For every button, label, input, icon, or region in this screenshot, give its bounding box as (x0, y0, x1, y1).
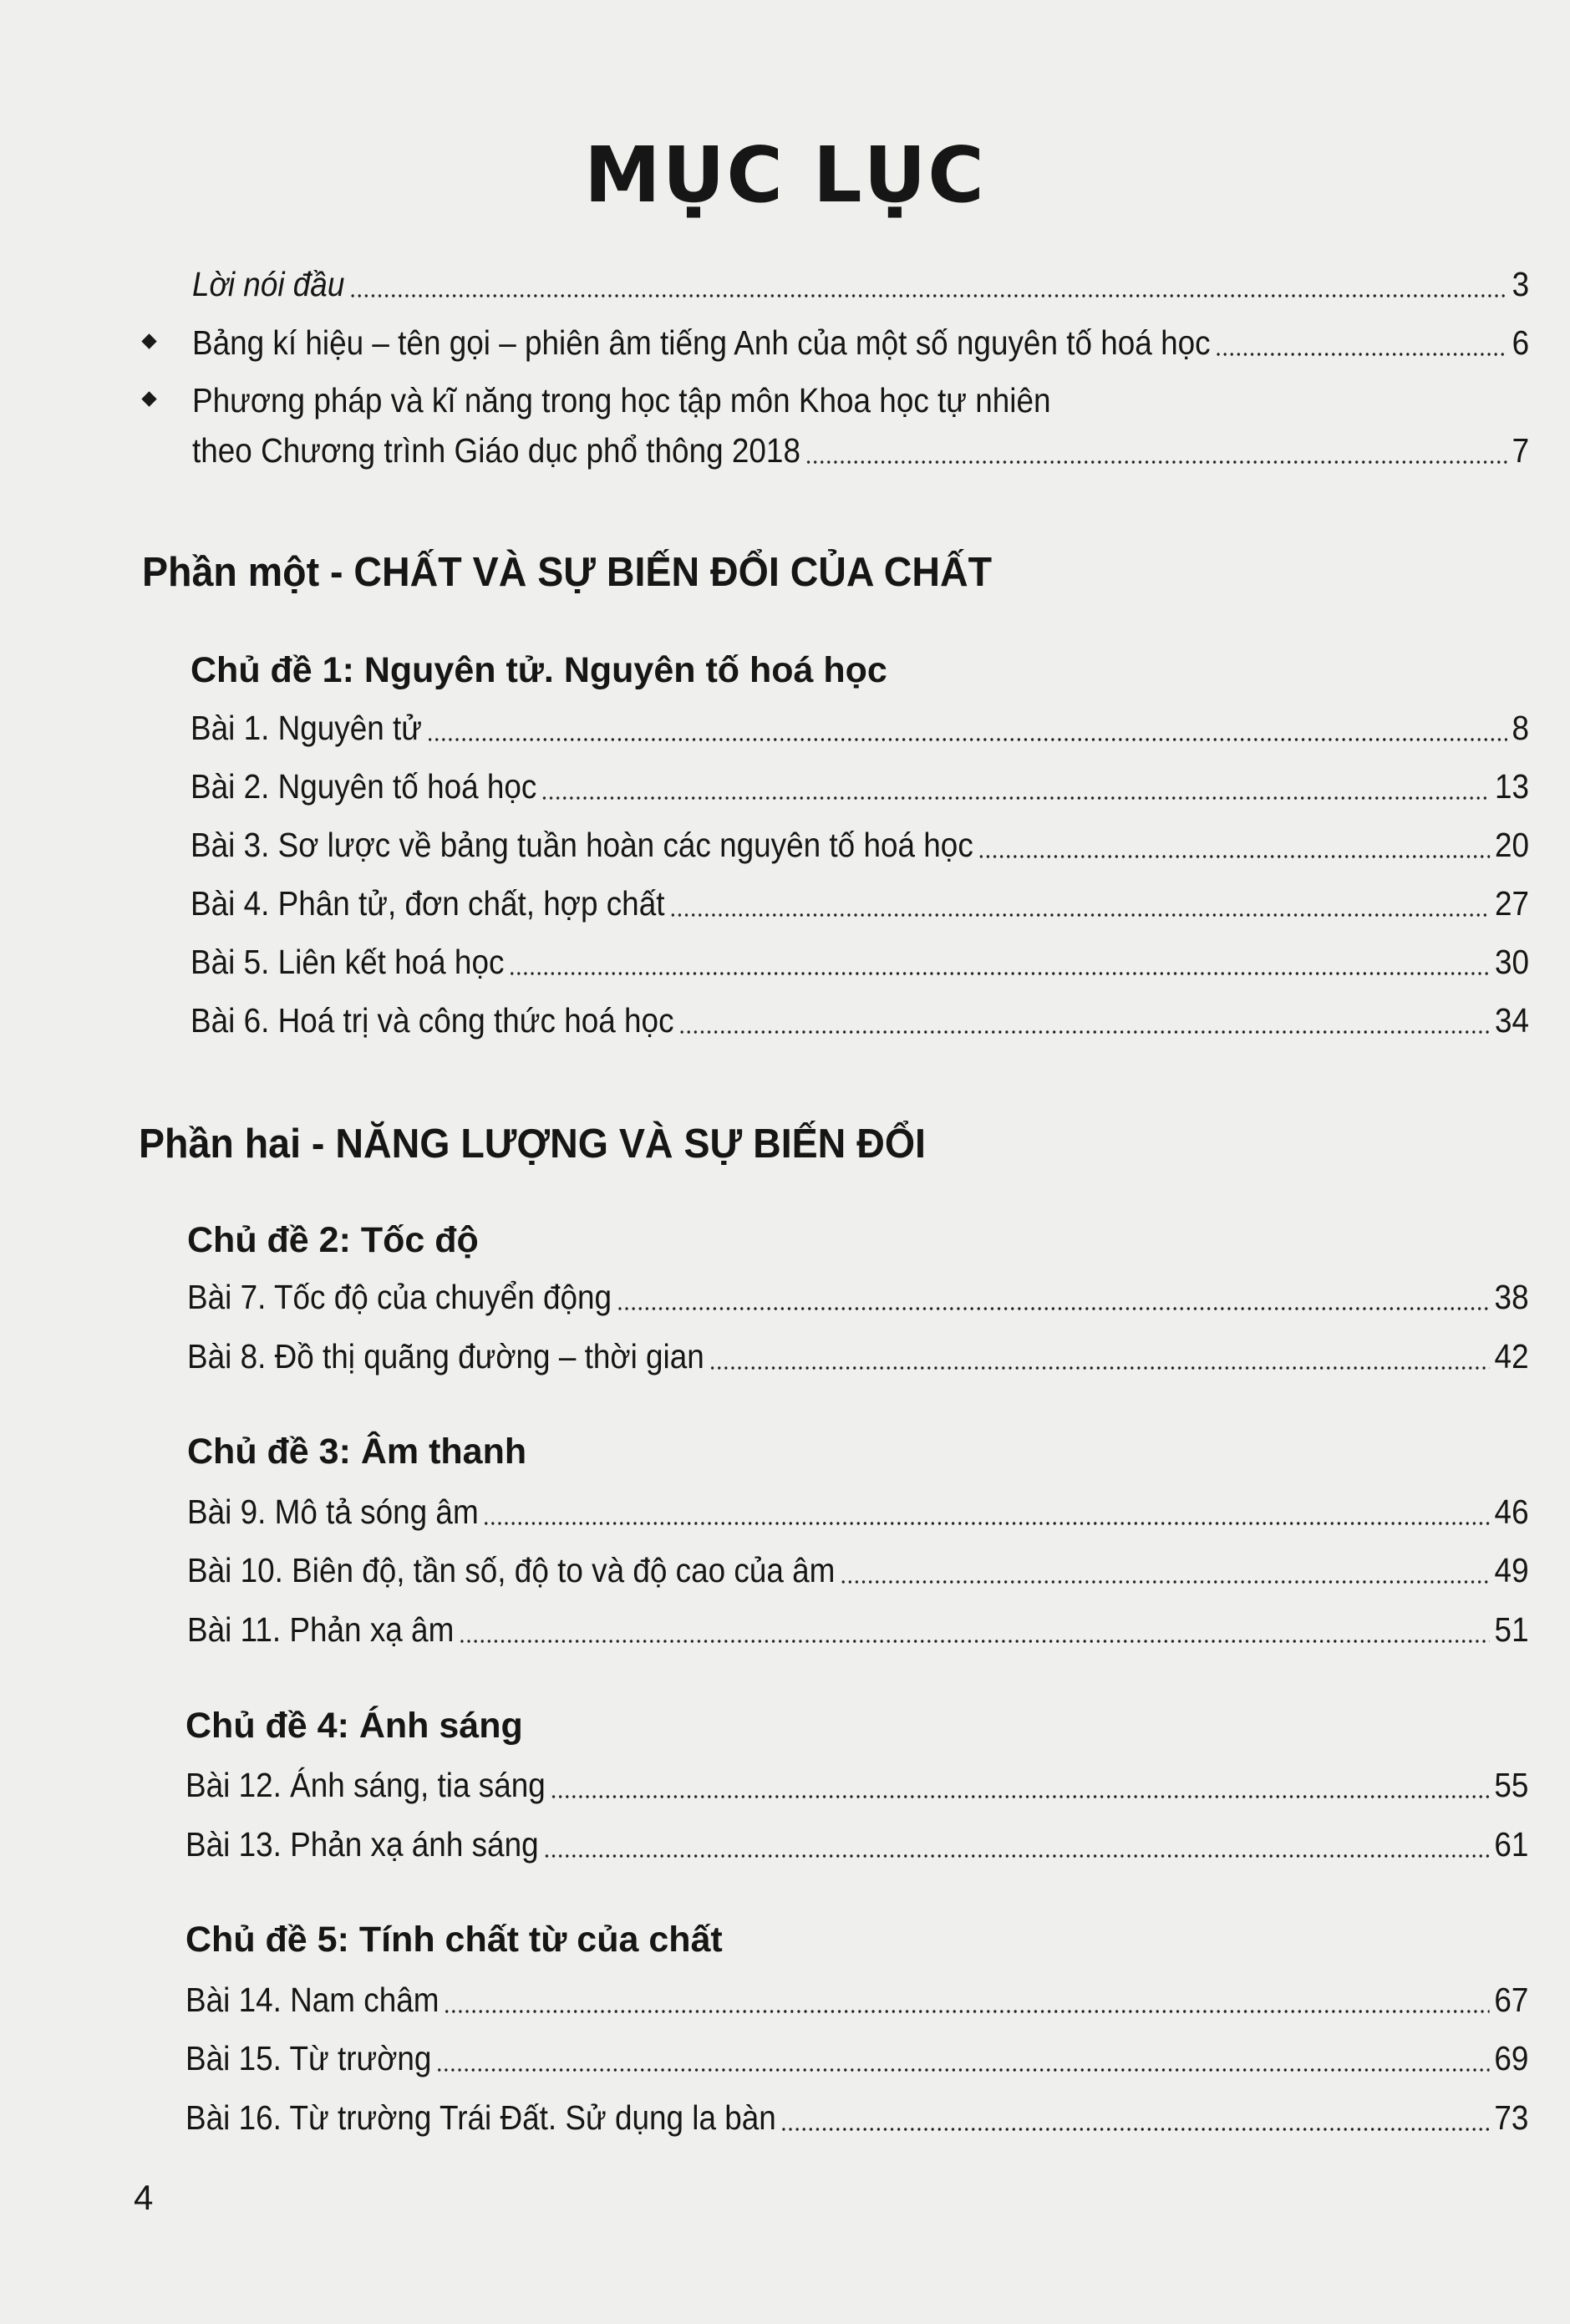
entry-label: Bài 8. Đồ thị quãng đường – thời gian (187, 1337, 704, 1376)
toc-entry-lesson (191, 703, 1529, 753)
topic-heading: Chủ đề 2: Tốc độ (187, 1220, 479, 1260)
entry-label: Bài 16. Từ trường Trái Đất. Sử dụng la bàn (185, 2098, 776, 2137)
toc-entry-lesson (185, 1760, 1528, 1810)
entry-page: 3 (1512, 265, 1530, 303)
toc-entry-lesson (185, 2093, 1528, 2143)
entry-page: 61 (1494, 1825, 1529, 1864)
dot-leader (543, 1854, 1490, 1858)
entry-label: Bài 12. Ánh sáng, tia sáng (185, 1766, 546, 1804)
entry-label: Bài 6. Hoá trị và công thức hoá học (191, 1001, 674, 1040)
toc-entry-symbols (192, 318, 1529, 368)
toc-entry-lesson (191, 761, 1529, 811)
entry-label: Bài 1. Nguyên tử (191, 709, 423, 747)
page-number: 4 (134, 2178, 154, 2217)
entry-page: 55 (1494, 1766, 1529, 1804)
entry-label: Lời nói đầu (192, 265, 345, 303)
diamond-bullet-icon (141, 391, 156, 406)
topic-heading: Chủ đề 3: Âm thanh (187, 1432, 527, 1472)
toc-entry-lesson (187, 1272, 1529, 1322)
entry-label: Bài 4. Phân tử, đơn chất, hợp chất (191, 884, 665, 923)
toc-entry-lesson (185, 1975, 1528, 2025)
entry-label: Bài 7. Tốc độ của chuyển động (187, 1278, 612, 1316)
entry-page: 34 (1494, 1001, 1529, 1040)
toc-entry-lesson (185, 2033, 1528, 2083)
entry-label: theo Chương trình Giáo dục phổ thông 2018 (192, 431, 800, 470)
page-title: MỤC LỤC (584, 130, 986, 220)
entry-page: 7 (1512, 431, 1530, 470)
dot-leader (1215, 353, 1507, 356)
toc-entry-lesson (187, 1545, 1529, 1595)
entry-label: Bảng kí hiệu – tên gọi – phiên âm tiếng Anh của một số nguyên tố hoá học (192, 323, 1211, 362)
dot-leader (840, 1580, 1490, 1584)
dot-leader (550, 1795, 1490, 1798)
topic-heading: Chủ đề 1: Nguyên tử. Nguyên tố hoá học (191, 650, 887, 690)
dot-leader (509, 972, 1491, 975)
entry-page: 67 (1494, 1981, 1529, 2019)
dot-leader (978, 855, 1490, 858)
entry-label: Bài 14. Nam châm (185, 1981, 439, 2019)
entry-label: Bài 11. Phản xạ âm (187, 1610, 455, 1649)
dot-leader (426, 738, 1507, 741)
entry-label: Bài 2. Nguyên tố hoá học (191, 767, 537, 806)
toc-entry-lesson (187, 1331, 1529, 1381)
entry-page: 20 (1494, 826, 1529, 864)
toc-entry-lesson (187, 1604, 1529, 1655)
entry-label: Bài 10. Biên độ, tần số, độ to và độ cao của âm (187, 1551, 836, 1589)
dot-leader (541, 796, 1491, 800)
dot-leader (709, 1366, 1490, 1370)
dot-leader (805, 460, 1507, 464)
dot-leader (444, 2010, 1490, 2013)
dot-leader (669, 913, 1491, 917)
diamond-bullet-icon (141, 333, 156, 348)
dot-leader (459, 1640, 1490, 1643)
toc-entry-foreword (192, 259, 1529, 309)
dot-leader (349, 294, 1508, 297)
toc-entry-lesson (191, 937, 1529, 987)
entry-page: 51 (1494, 1610, 1529, 1649)
entry-label: Bài 5. Liên kết hoá học (191, 943, 505, 981)
dot-leader (436, 2068, 1490, 2072)
entry-page: 49 (1494, 1551, 1529, 1589)
entry-label: Bài 15. Từ trường (185, 2039, 432, 2077)
toc-entry-lesson (187, 1487, 1529, 1537)
entry-page: 8 (1512, 709, 1529, 747)
part-heading: Phần hai - NĂNG LƯỢNG VÀ SỰ BIẾN ĐỔI (139, 1121, 926, 1167)
dot-leader (616, 1307, 1490, 1310)
entry-page: 73 (1494, 2098, 1529, 2137)
entry-page: 46 (1494, 1493, 1529, 1531)
entry-page: 38 (1494, 1278, 1529, 1316)
toc-entry-methods-line1: Phương pháp và kĩ năng trong học tập môn Khoa học tự nhiên (192, 381, 1051, 420)
entry-page: 42 (1494, 1337, 1529, 1376)
dot-leader (780, 2128, 1490, 2131)
entry-label: Bài 3. Sơ lược về bảng tuần hoàn các nguyên tố hoá học (191, 826, 973, 864)
entry-page: 69 (1494, 2039, 1529, 2077)
dot-leader (483, 1522, 1490, 1525)
entry-label: Bài 9. Mô tả sóng âm (187, 1493, 479, 1531)
entry-page: 30 (1494, 943, 1529, 981)
toc-entry-lesson (185, 1819, 1528, 1869)
toc-entry-lesson (191, 820, 1529, 870)
entry-page: 27 (1494, 884, 1529, 923)
topic-heading: Chủ đề 5: Tính chất từ của chất (185, 1920, 723, 1960)
dot-leader (678, 1030, 1491, 1034)
toc-entry-lesson (191, 995, 1529, 1045)
entry-label: Bài 13. Phản xạ ánh sáng (185, 1825, 539, 1864)
entry-page: 6 (1512, 323, 1530, 362)
part-heading: Phần một - CHẤT VÀ SỰ BIẾN ĐỔI CỦA CHẤT (142, 550, 993, 595)
entry-page: 13 (1494, 767, 1529, 806)
topic-heading: Chủ đề 4: Ánh sáng (185, 1706, 523, 1746)
toc-entry-methods (192, 425, 1529, 475)
toc-entry-lesson (191, 878, 1529, 928)
